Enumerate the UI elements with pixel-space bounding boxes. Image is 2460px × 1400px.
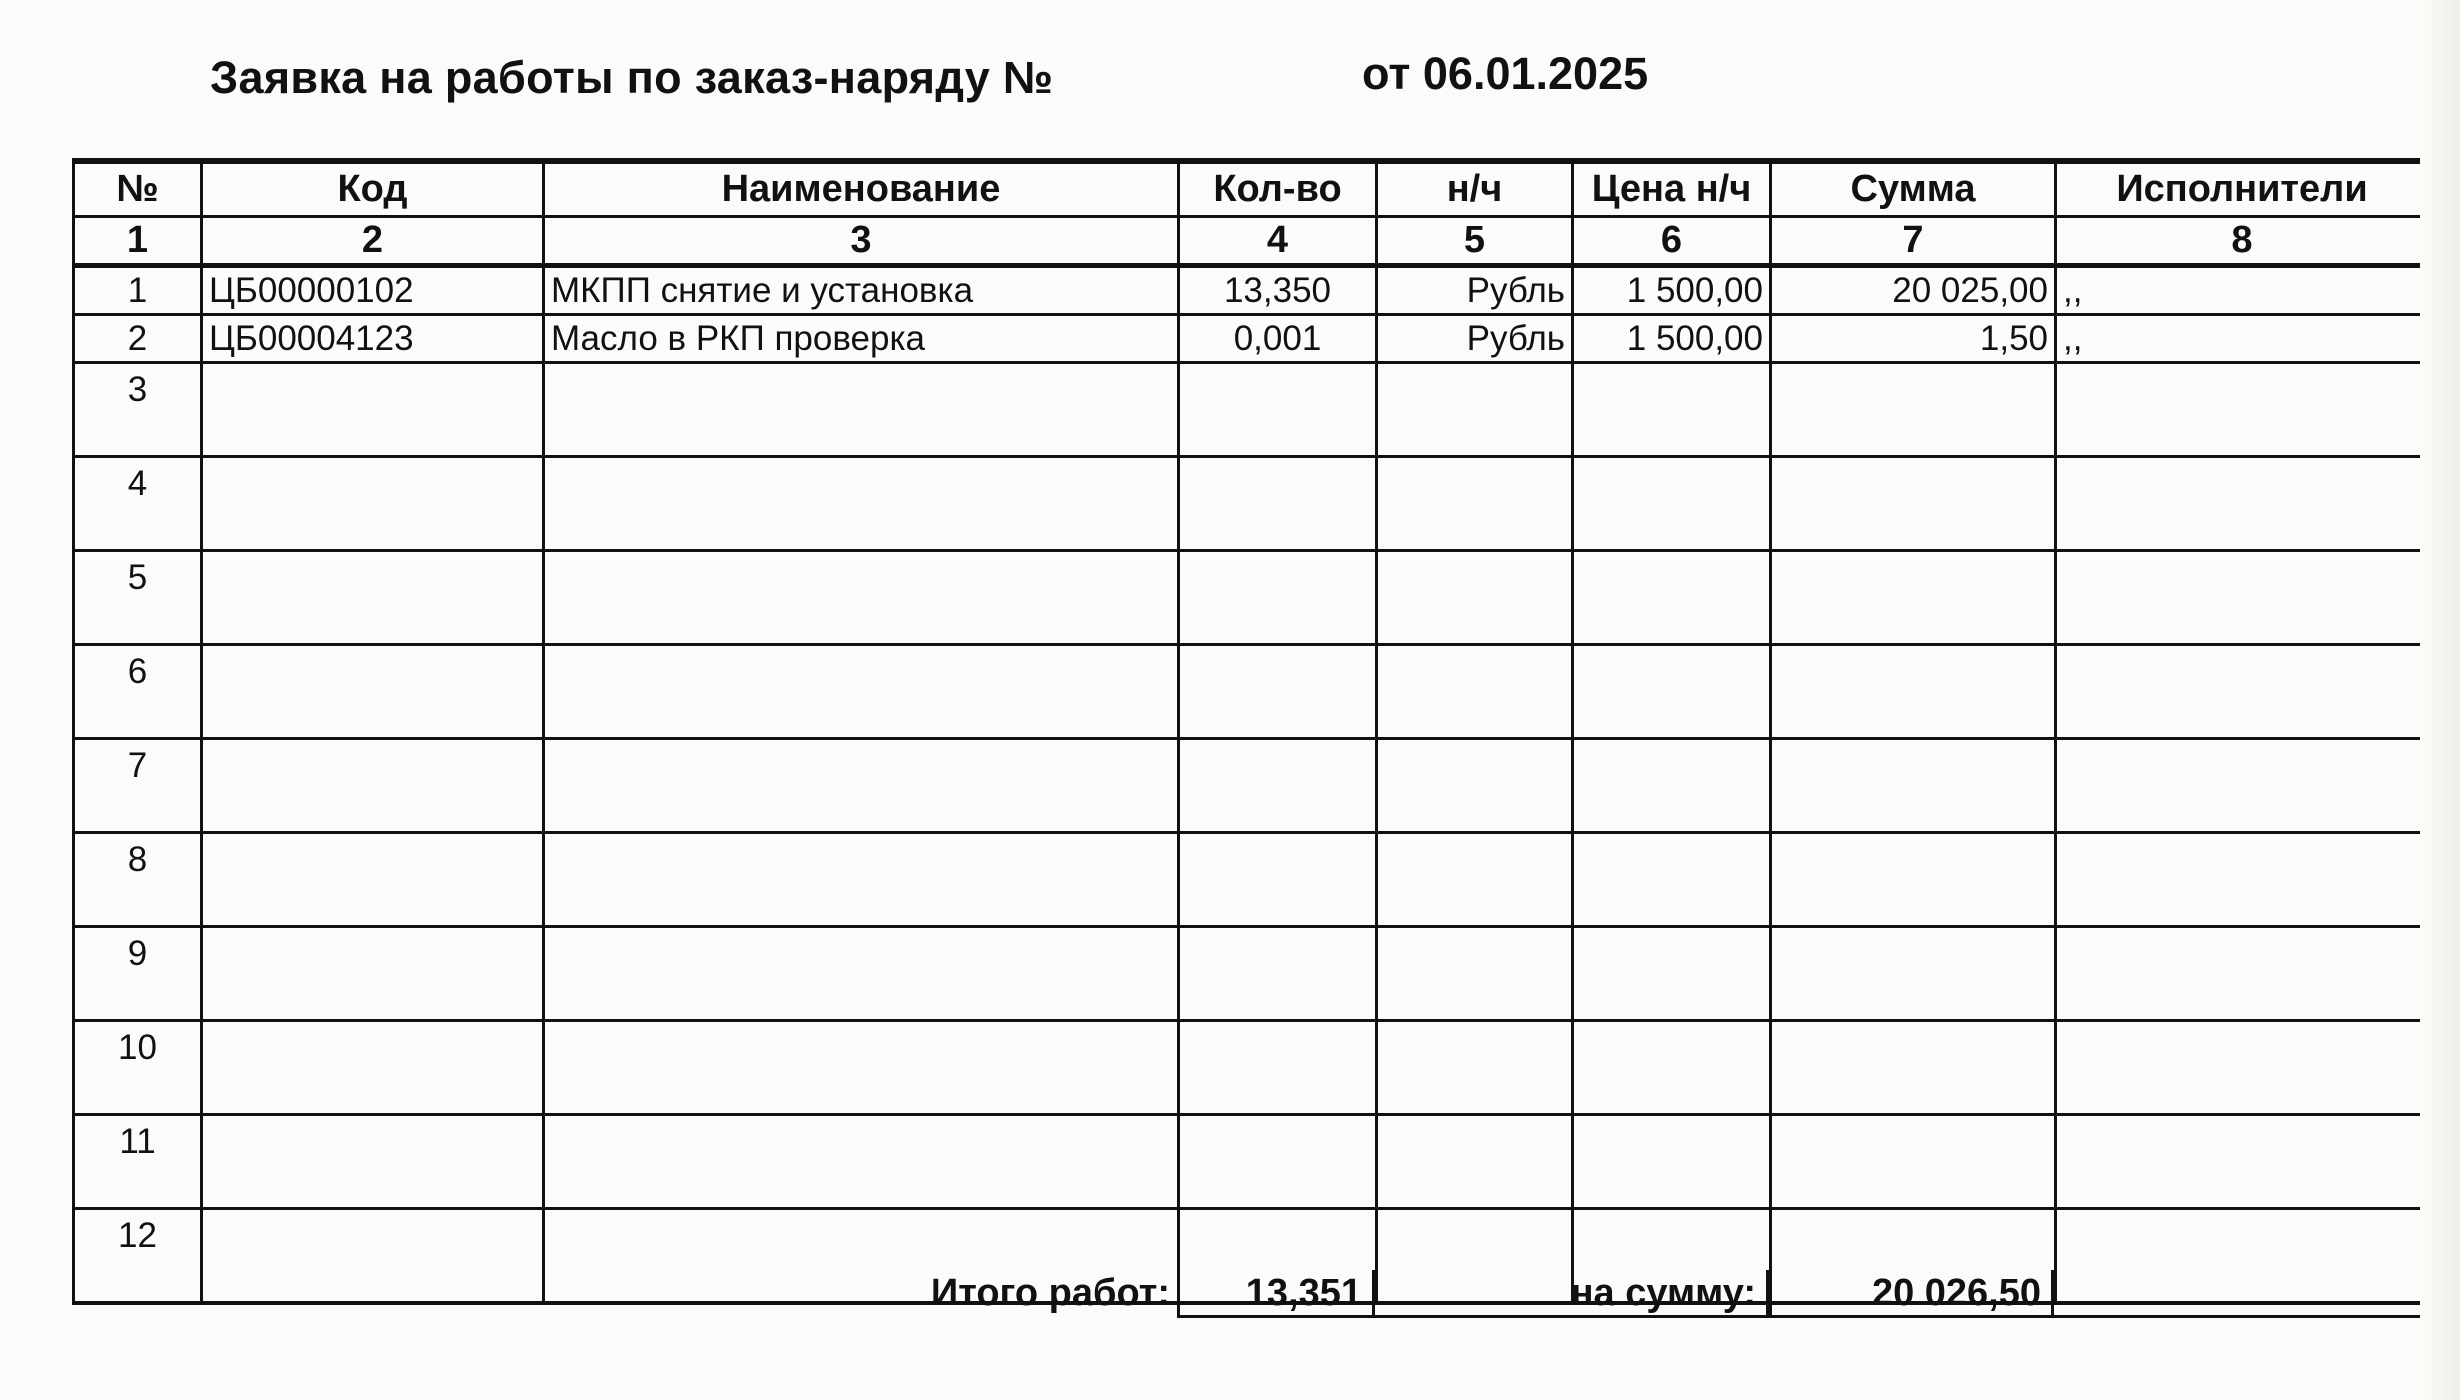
- row-sum: 1,50: [1771, 315, 2056, 363]
- empty-cell: [1573, 1021, 1771, 1115]
- row-number: 6: [74, 645, 202, 739]
- table-row-empty: [74, 833, 2429, 927]
- row-price: 1 500,00: [1573, 266, 1771, 315]
- empty-cell: [2056, 927, 2429, 1021]
- empty-cell: [544, 833, 1179, 927]
- row-number: 1: [74, 266, 202, 315]
- row-number: 12: [74, 1209, 202, 1304]
- empty-cell: [1179, 1115, 1377, 1209]
- empty-cell: [1179, 927, 1377, 1021]
- row-number: 8: [74, 833, 202, 927]
- empty-cell: [1771, 457, 2056, 551]
- empty-cell: [1179, 457, 1377, 551]
- empty-cell: [202, 363, 544, 457]
- empty-cell: [1377, 739, 1573, 833]
- empty-cell: [202, 645, 544, 739]
- row-number: 9: [74, 927, 202, 1021]
- row-number: 7: [74, 739, 202, 833]
- empty-cell: [202, 739, 544, 833]
- table-row-empty: [74, 927, 2429, 1021]
- empty-cell: [2056, 551, 2429, 645]
- empty-cell: [1573, 739, 1771, 833]
- row-executors: ,,: [2056, 266, 2429, 315]
- empty-cell: [544, 739, 1179, 833]
- empty-cell: [1377, 1115, 1573, 1209]
- empty-cell: [1771, 927, 2056, 1021]
- col-number: 3: [544, 217, 1179, 266]
- table-row-empty: [74, 551, 2429, 645]
- empty-cell: [1179, 551, 1377, 645]
- sum-total-label: на сумму:: [1570, 1272, 1756, 1314]
- empty-cell: [1573, 927, 1771, 1021]
- row-number: 2: [74, 315, 202, 363]
- empty-cell: [544, 551, 1179, 645]
- empty-cell: [1573, 833, 1771, 927]
- empty-cell: [1573, 1115, 1771, 1209]
- row-unit: Рубль: [1377, 266, 1573, 315]
- table-row-empty: [74, 457, 2429, 551]
- empty-cell: [2056, 1115, 2429, 1209]
- sum-label-box: [1375, 1270, 1769, 1318]
- empty-cell: [2056, 645, 2429, 739]
- empty-cell: [1573, 363, 1771, 457]
- col-header-price: Цена н/ч: [1573, 161, 1771, 217]
- col-number: 1: [74, 217, 202, 266]
- empty-cell: [2056, 1021, 2429, 1115]
- document-title: Заявка на работы по заказ-наряду №: [210, 52, 1054, 103]
- empty-cell: [1377, 363, 1573, 457]
- table-row-empty: [74, 645, 2429, 739]
- empty-cell: [544, 363, 1179, 457]
- col-number: 8: [2056, 217, 2429, 266]
- empty-cell: [1179, 645, 1377, 739]
- row-number: 5: [74, 551, 202, 645]
- empty-cell: [2056, 457, 2429, 551]
- row-executors: ,,: [2056, 315, 2429, 363]
- works-table: [72, 158, 2430, 1305]
- col-header-executors: Исполнители: [2056, 161, 2429, 217]
- table-row: [74, 315, 2429, 363]
- sum-total-value: 20 026,50: [1769, 1270, 2054, 1318]
- empty-cell: [202, 457, 544, 551]
- empty-cell: [1771, 645, 2056, 739]
- empty-cell: [1771, 1115, 2056, 1209]
- empty-cell: [1179, 363, 1377, 457]
- empty-cell: [1771, 833, 2056, 927]
- scan-edge-shadow: [2420, 0, 2460, 1400]
- table-row: [74, 266, 2429, 315]
- empty-cell: [544, 1115, 1179, 1209]
- empty-cell: [1377, 927, 1573, 1021]
- col-header-sum: Сумма: [1771, 161, 2056, 217]
- row-unit: Рубль: [1377, 315, 1573, 363]
- document-date: от 06.01.2025: [1362, 48, 1649, 99]
- works-total-label: Итого работ:: [930, 1272, 1170, 1314]
- row-price: 1 500,00: [1573, 315, 1771, 363]
- empty-cell: [1377, 645, 1573, 739]
- col-header-qty: Кол-во: [1179, 161, 1377, 217]
- empty-cell: [1573, 551, 1771, 645]
- header-row: [74, 161, 2429, 217]
- col-number: 6: [1573, 217, 1771, 266]
- column-number-row: [74, 217, 2429, 266]
- col-number: 4: [1179, 217, 1377, 266]
- empty-cell: [1377, 1021, 1573, 1115]
- empty-cell: [1771, 1021, 2056, 1115]
- empty-cell: [1377, 457, 1573, 551]
- col-number: 5: [1377, 217, 1573, 266]
- empty-cell: [544, 1021, 1179, 1115]
- col-header-unit: н/ч: [1377, 161, 1573, 217]
- table-row-empty: [74, 1021, 2429, 1115]
- empty-cell: [1573, 645, 1771, 739]
- row-name: Масло в РКП проверка: [544, 315, 1179, 363]
- empty-cell: [202, 927, 544, 1021]
- row-sum: 20 025,00: [1771, 266, 2056, 315]
- table-row-empty: [74, 1115, 2429, 1209]
- row-qty: 0,001: [1179, 315, 1377, 363]
- row-code: ЦБ00000102: [202, 266, 544, 315]
- empty-cell: [2056, 833, 2429, 927]
- empty-cell: [2056, 739, 2429, 833]
- empty-cell: [1377, 833, 1573, 927]
- empty-cell: [1573, 457, 1771, 551]
- executors-total-empty: [2054, 1270, 2427, 1318]
- row-name: МКПП снятие и установка: [544, 266, 1179, 315]
- row-number: 4: [74, 457, 202, 551]
- col-header-code: Код: [202, 161, 544, 217]
- empty-cell: [2056, 363, 2429, 457]
- empty-cell: [1179, 739, 1377, 833]
- empty-cell: [1377, 551, 1573, 645]
- empty-cell: [544, 457, 1179, 551]
- empty-cell: [544, 927, 1179, 1021]
- row-qty: 13,350: [1179, 266, 1377, 315]
- empty-cell: [1771, 363, 2056, 457]
- empty-cell: [202, 1115, 544, 1209]
- empty-cell: [1771, 739, 2056, 833]
- works-total-qty: 13,351: [1177, 1270, 1375, 1318]
- table-row-empty: [74, 363, 2429, 457]
- empty-cell: [202, 833, 544, 927]
- empty-cell: [544, 645, 1179, 739]
- empty-cell: [202, 1021, 544, 1115]
- totals-row: [72, 1270, 2427, 1322]
- row-number: 11: [74, 1115, 202, 1209]
- col-header-name: Наименование: [544, 161, 1179, 217]
- row-code: ЦБ00004123: [202, 315, 544, 363]
- col-header-number: №: [74, 161, 202, 217]
- row-number: 10: [74, 1021, 202, 1115]
- table-row-empty: [74, 739, 2429, 833]
- col-number: 7: [1771, 217, 2056, 266]
- col-number: 2: [202, 217, 544, 266]
- empty-cell: [202, 551, 544, 645]
- empty-cell: [1771, 551, 2056, 645]
- empty-cell: [1179, 833, 1377, 927]
- empty-cell: [1179, 1021, 1377, 1115]
- row-number: 3: [74, 363, 202, 457]
